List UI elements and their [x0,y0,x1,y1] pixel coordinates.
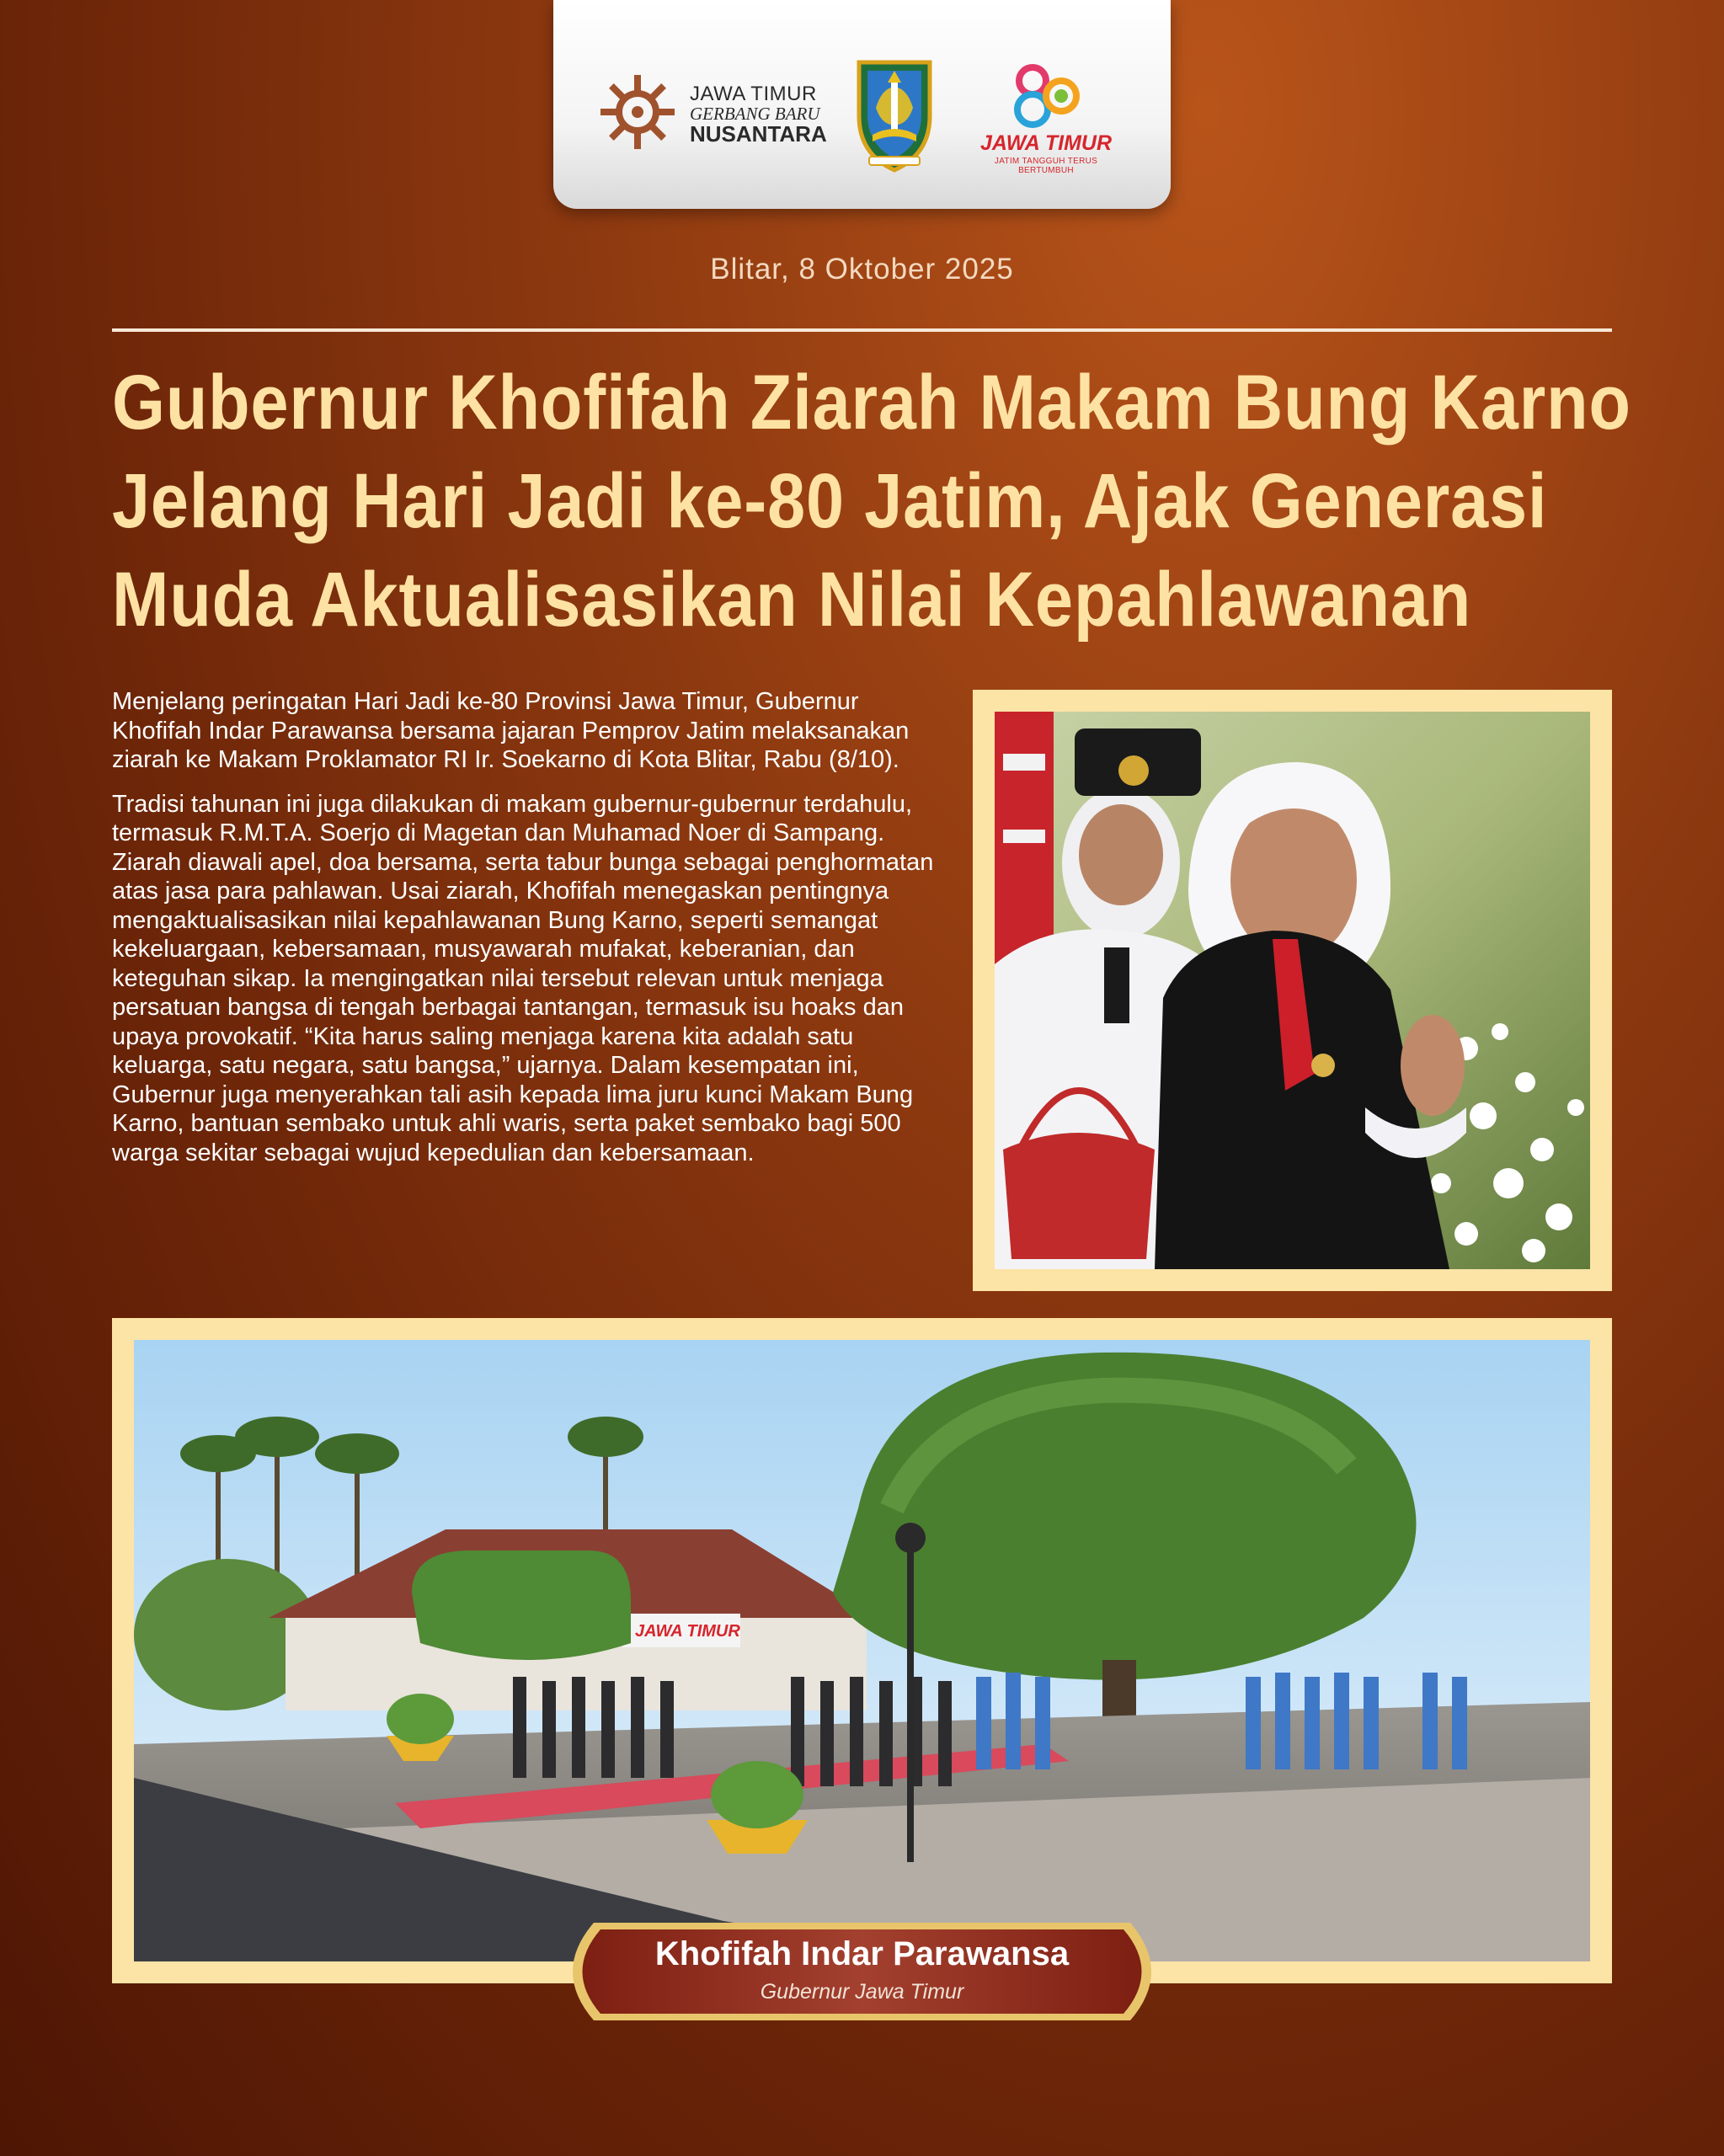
photo-banner-text: JAWA TIMUR [635,1622,740,1641]
photo-pilgrimage-ceremony-image [134,1340,1590,1961]
logo-gerbang-baru-nusantara [597,72,833,156]
photo-governor-praying [973,690,1612,1291]
logo-80-tagline: JATIM TANGGUH TERUS BERTUMBUH [994,157,1098,175]
headline-line-2: Jelang Hari Jadi ke-80 Jatim, Ajak Generasi [112,458,1548,544]
logo-gerbang-line2: GERBANG BARU [690,104,820,125]
dateline: Blitar, 8 Oktober 2025 [710,253,1014,286]
jawa-timur-crest-icon [852,57,937,175]
divider [112,328,1612,332]
headline-line-1: Gubernur Khofifah Ziarah Makam Bung Karno [112,360,1631,446]
headline-line-3: Muda Aktualisasikan Nilai Kepahlawanan [112,557,1472,643]
header-logo-card [553,0,1171,209]
article-paragraph-2: Tradisi tahunan ini juga dilakukan di makam gubernur-gubernur terdahulu, termasuk R.M.T.A. Soerjo di Magetan dan Muhamad Noer di Sampang. Ziarah diawali apel, doa bersama, serta tabur bunga sebagai penghormatan atas jasa para pahlawan. Usai ziarah, Khofifah menegaskan pentingnya mengaktualisasikan nilai kepahlawanan Bung Karno, seperti semangat kekeluargaan, kebersamaan, musyawarah mufakat, keberanian, dan keteguhan sikap. Ia mengingatkan nilai tersebut relevan untuk menjaga persatuan bangsa di tengah berbagai tantangan, termasuk isu hoaks dan upaya provokatif. “Kita harus saling menjaga karena kita adalah satu keluarga, satu negara, satu bangsa,” ujarnya. Dalam kesempatan ini, Gubernur juga menyerahkan tali asih kepada lima juru kunci Makam Bung Karno, bantuan sembako untuk ahli waris, serta paket sembako bagi 500 warga sekitar sebagai wujud kepedulian dan kebersamaan. [112,790,934,1166]
logo-hari-jadi-80 [966,61,1126,179]
governor-name: Khofifah Indar Parawansa [654,1935,1070,1972]
article-paragraph-1: Menjelang peringatan Hari Jadi ke-80 Provinsi Jawa Timur, Gubernur Khofifah Indar Parawansa bersama jajaran Pemprov Jatim melaksanakan ziarah ke Makam Proklamator RI Ir. Soekarno di Kota Blitar, Rabu (8/10). [112,688,910,773]
logo-80-title: JAWA TIMUR [979,131,1113,155]
name-plate [552,1914,1172,2029]
hari-jadi-80-emblem-icon [1012,61,1080,131]
photo-governor-praying-image [995,712,1590,1269]
gerbang-emblem-icon [597,72,678,152]
logo-gerbang-line3: NUSANTARA [690,121,827,147]
logo-gerbang-line1: JAWA TIMUR [690,83,817,105]
headline [112,354,1631,649]
article-body [112,687,954,1182]
photo-pilgrimage-ceremony [112,1318,1612,1983]
governor-title: Gubernur Jawa Timur [760,1980,964,2004]
